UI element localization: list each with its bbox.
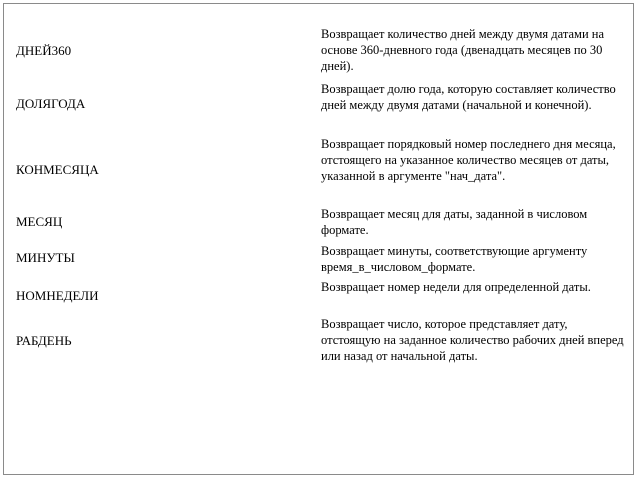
function-description-month: Возвращает месяц для даты, заданной в числовом формате. [321, 207, 588, 237]
function-description-minute: Возвращает минуты, соответствующие аргументу время_в_числовом_формате. [321, 244, 588, 274]
function-name-yearfrac: ДОЛЯГОДА [16, 96, 86, 111]
function-name-month: МЕСЯЦ [16, 214, 63, 229]
function-description-eomonth: Возвращает порядковый номер последнего дня месяца, отстоящего на указанное количество месяцев от даты, указанной в аргументе "нач_дата". [321, 137, 616, 183]
function-name-eomonth: КОНМЕСЯЦА [16, 162, 99, 177]
function-name-minute: МИНУТЫ [16, 250, 75, 265]
function-description-yearfrac: Возвращает долю года, которую составляет количество дней между двумя датами (начальной и конечной). [321, 82, 616, 112]
function-description-workday: Возвращает число, которое представляет дату, отстоящую на заданное количество рабочих дней вперед или назад от начальной даты. [321, 317, 624, 363]
function-name-workday: РАБДЕНЬ [16, 333, 72, 348]
function-description-days360: Возвращает количество дней между двумя датами на основе 360-дневного года (двенадцать месяцев по 30 дней). [321, 27, 604, 73]
function-name-days360: ДНЕЙ360 [16, 43, 72, 58]
function-name-weeknum: НОМНЕДЕЛИ [16, 288, 99, 303]
function-description-weeknum: Возвращает номер недели для определенной даты. [321, 280, 591, 294]
